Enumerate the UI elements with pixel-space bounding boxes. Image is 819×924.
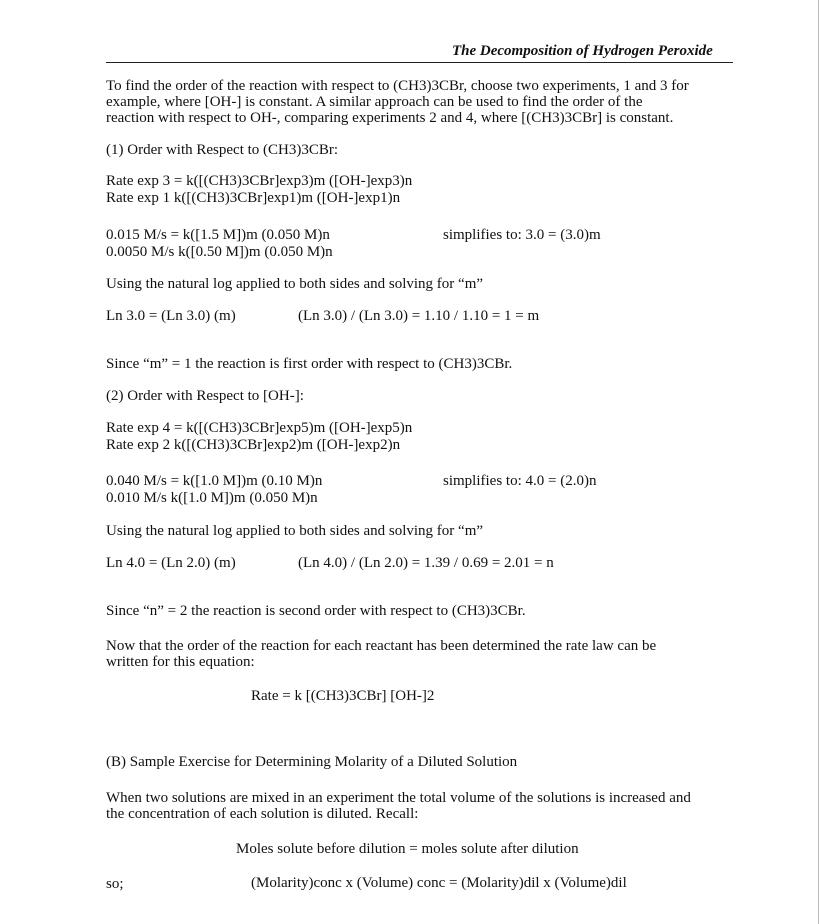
sectionB-line-2: the concentration of each solution is diluted. Recall: [106,806,419,822]
section1-log-equation: Ln 3.0 = (Ln 3.0) (m) [106,308,236,324]
section2-log-equation: Ln 4.0 = (Ln 2.0) (m) [106,555,236,571]
section2-ratio-numerator: Rate exp 4 = k([(CH3)3CBr]exp5)m ([OH-]exp5)n [106,420,413,436]
section2-heading: (2) Order with Respect to [OH-]: [106,388,304,404]
sectionB-heading: (B) Sample Exercise for Determining Molarity of a Diluted Solution [106,754,518,770]
section1-ratio-denominator: Rate exp 1 k([(CH3)3CBr]exp1)m ([OH-]exp1)n [106,190,401,206]
section1-substituted-denominator: 0.0050 M/s k([0.50 M])m (0.050 M)n [106,244,333,260]
intro-line-1: To find the order of the reaction with respect to (CH3)3CBr, choose two experiments, 1 and 3 for [106,78,689,94]
ratelaw-paragraph [106,638,736,670]
ratelaw-line-2: written for this equation: [106,654,255,670]
section2-conclusion: Since “n” = 2 the reaction is second order with respect to (CH3)3CBr. [106,603,526,619]
section1-log-solution: (Ln 3.0) / (Ln 3.0) = 1.10 / 1.10 = 1 = m [298,308,540,324]
section1-log-intro: Using the natural log applied to both sides and solving for “m” [106,276,484,292]
sectionB-line-1: When two solutions are mixed in an experiment the total volume of the solutions is increased and [106,790,691,806]
section2-ratio-denominator: Rate exp 2 k([(CH3)3CBr]exp2)m ([OH-]exp2)n [106,437,401,453]
section2-substituted-denominator: 0.010 M/s k([1.0 M])m (0.050 M)n [106,490,318,506]
section1-simplifies: simplifies to: 3.0 = (3.0)m [443,227,601,243]
section1-substituted-numerator: 0.015 M/s = k([1.5 M])m (0.050 M)n [106,227,330,243]
so-label: so; [106,876,124,892]
intro-paragraph [106,78,736,126]
section2-log-intro: Using the natural log applied to both sides and solving for “m” [106,523,484,539]
intro-line-2: example, where [OH-] is constant. A similar approach can be used to find the order of the [106,94,643,110]
page-header-title: The Decomposition of Hydrogen Peroxide [452,43,713,59]
section1-heading: (1) Order with Respect to (CH3)3CBr: [106,142,339,158]
moles-statement: Moles solute before dilution = moles solute after dilution [236,841,579,857]
header-rule [106,62,733,63]
rate-law-equation: Rate = k [(CH3)3CBr] [OH-]2 [251,688,435,704]
section2-substituted-numerator: 0.040 M/s = k([1.0 M])m (0.10 M)n [106,473,323,489]
ratelaw-line-1: Now that the order of the reaction for each reactant has been determined the rate law can be [106,638,657,654]
sectionB-paragraph [106,790,736,822]
intro-line-3: reaction with respect to OH-, comparing experiments 2 and 4, where [(CH3)3CBr] is constant. [106,110,674,126]
section1-ratio-numerator: Rate exp 3 = k([(CH3)3CBr]exp3)m ([OH-]exp3)n [106,173,413,189]
dilution-equation: (Molarity)conc x (Volume) conc = (Molarity)dil x (Volume)dil [251,875,627,891]
section2-log-solution: (Ln 4.0) / (Ln 2.0) = 1.39 / 0.69 = 2.01 = n [298,555,554,571]
section1-conclusion: Since “m” = 1 the reaction is first order with respect to (CH3)3CBr. [106,356,513,372]
section2-simplifies: simplifies to: 4.0 = (2.0)n [443,473,597,489]
